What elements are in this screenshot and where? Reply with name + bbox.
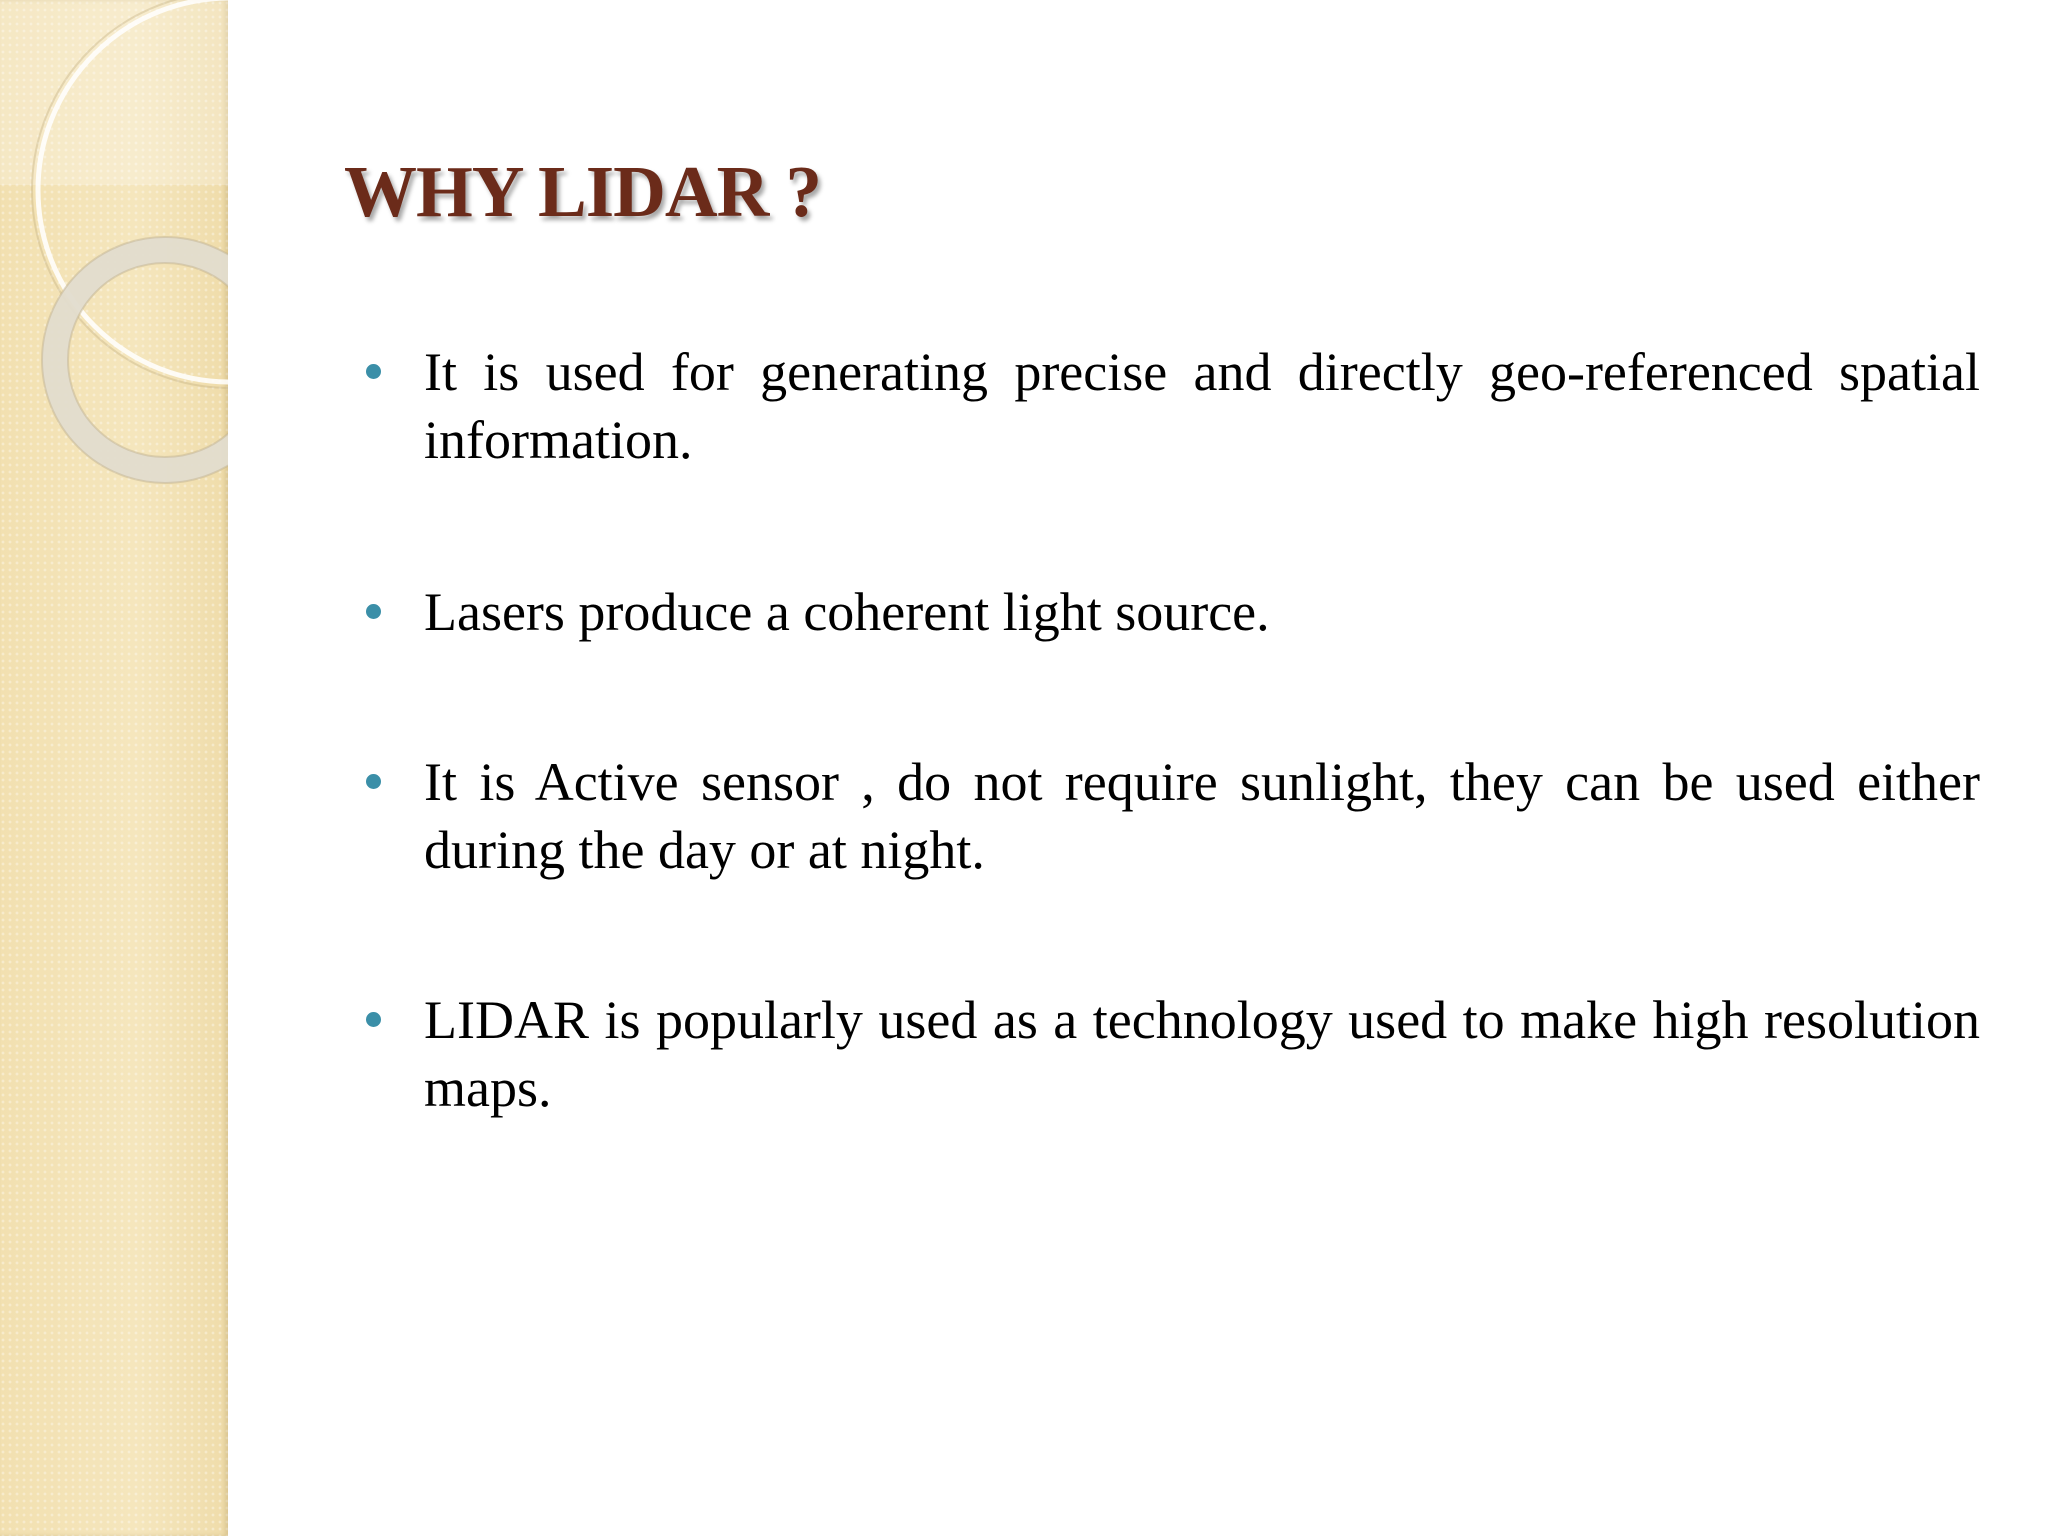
bullet-text: It is used for generating precise and directly geo-referenced spatial information.	[424, 342, 1980, 470]
decorative-rings	[0, 0, 228, 500]
bullet-icon	[366, 1012, 381, 1027]
decorative-side-panel	[0, 0, 228, 1536]
bullet-text: It is Active sensor , do not require sunlight, they can be used either during the day or at night.	[424, 752, 1980, 880]
bullet-icon	[366, 604, 381, 619]
bullet-icon	[366, 774, 381, 789]
bullet-icon	[366, 364, 381, 379]
bullet-text: LIDAR is popularly used as a technology used to make high resolution maps.	[424, 990, 1980, 1118]
bullet-text: Lasers produce a coherent light source.	[424, 582, 1270, 642]
slide-title: WHY LIDAR ?	[344, 151, 822, 232]
